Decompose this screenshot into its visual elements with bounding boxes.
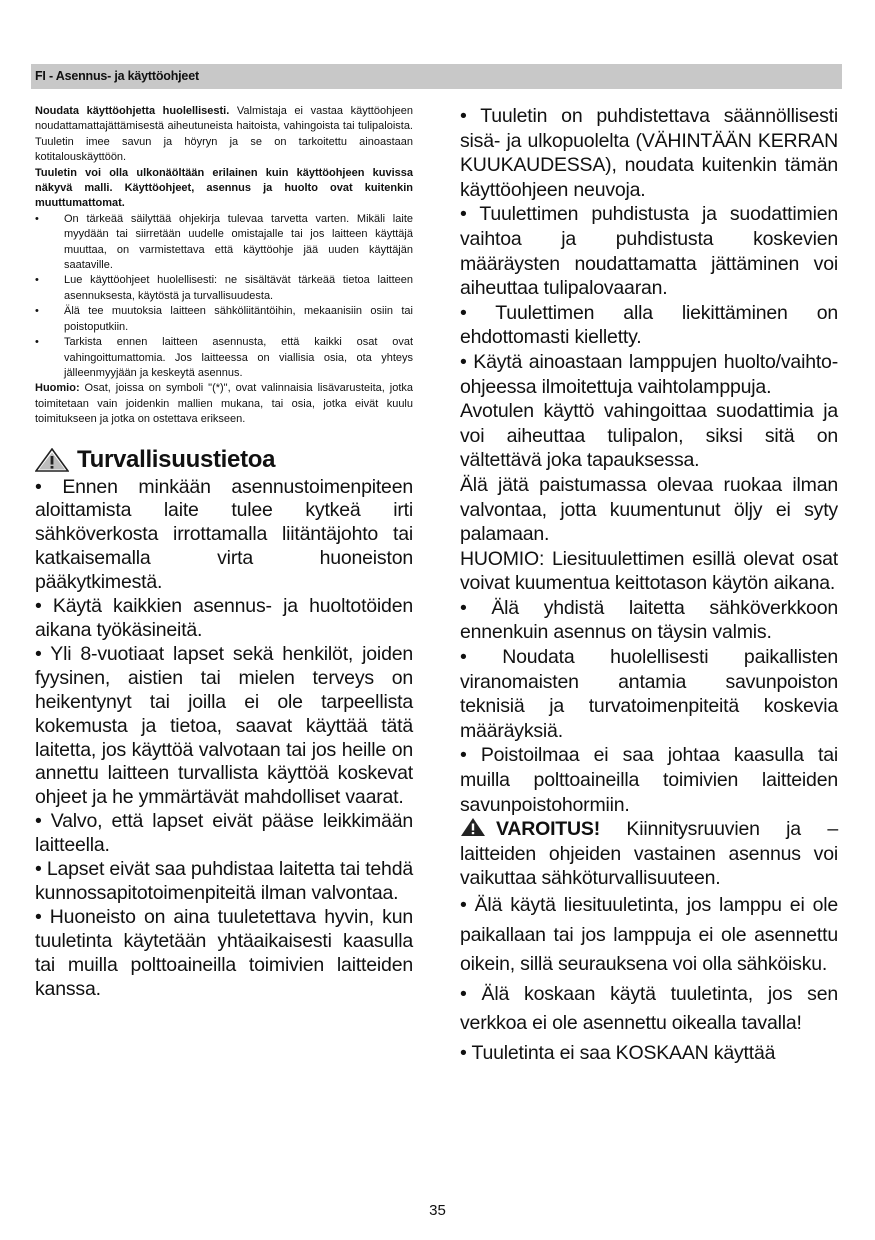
intro-paragraph xyxy=(35,104,413,166)
section-header-title: FI - Asennus- ja käyttöohjeet xyxy=(35,69,199,83)
safety-paragraph: • Huoneisto on aina tuuletettava hyvin, kun tuuletinta käytetään yhtäaikaisesti kaasulla tai muilla polttoaineilla toimivien laitteiden kanssa. xyxy=(35,905,413,1000)
intro-text: Valmistaja ei vastaa käyttöohjeen noudattamattajättämisestä aiheutuneista haitoista, vahingoista tai tulipaloista. Tuuletin imee savun ja höyryn ja se on tarkoitettu ainoastaan kotitalouskäyttöön. xyxy=(35,105,413,164)
intro-bold-lead: Noudata käyttöohjetta huolellisesti. xyxy=(35,105,230,117)
right-paragraph: • Älä koskaan käytä tuuletinta, jos sen verkkoa ei ole asennettu oikealla tavalla! xyxy=(460,982,838,1034)
safety-paragraph: • Lapset eivät saa puhdistaa laitetta tai tehdä kunnossapitotoimenpiteitä ilman valvontaa. xyxy=(35,858,413,904)
safety-paragraph: • Valvo, että lapset eivät pääse leikkimään laitteella. xyxy=(35,810,413,857)
warning-icon xyxy=(460,817,486,837)
note-paragraph xyxy=(35,381,413,427)
right-paragraph: • Tuuletinta ei saa KOSKAAN käyttää xyxy=(460,1041,776,1064)
intro-bullet-list xyxy=(35,212,413,381)
note-text: Osat, joissa on symboli "(*)", ovat valinnaisia lisävarusteita, jotka toimitetaan vain joidenkin mallien mukana, tai osia, jotka eivät kuulu toimitukseen ja jotka on ostettava erikseen. xyxy=(35,382,413,426)
left-column xyxy=(35,104,413,1001)
right-paragraph: • Käytä ainoastaan lamppujen huolto/vaihto-ohjeessa ilmoitettuja vaihtolamppuja. xyxy=(460,350,838,398)
warning-paragraph xyxy=(460,817,838,891)
right-paragraph: • Tuuletin on puhdistettava säännöllisesti sisä- ja ulkopuolelta (VÄHINTÄÄN KERRAN KUUKAUDESSA), noudata kuitenkin tämän käyttöohjeen neuvoja. xyxy=(460,105,838,201)
safety-heading xyxy=(35,446,413,474)
intro-bold-note: Tuuletin voi olla ulkonäöltään erilainen kuin käyttöohjeen kuvissa näkyvä malli. Käyttöohjeet, asennus ja huolto ovat kuitenkin muuttumattomat. xyxy=(35,166,413,210)
right-paragraph: Älä jätä paistumassa olevaa ruokaa ilman valvontaa, jotta kuumentunut öljy ei syty palamaan. xyxy=(460,473,838,546)
right-loose-block xyxy=(460,891,838,1068)
section-header-bar xyxy=(31,64,842,89)
list-item: • On tärkeää säilyttää ohjekirja tulevaa tarvetta varten. Mikäli laite myydään tai siirretään uudelle omistajalle tai jos laitteen käyttäjä muuttaa, on varmistettava että käyttöohje jää uuden käyttäjän saataville. xyxy=(35,212,413,274)
right-paragraph: HUOMIO: Liesituulettimen esillä olevat osat voivat kuumentua keittotason käytön aikana. xyxy=(460,547,838,595)
right-paragraph: Avotulen käyttö vahingoittaa suodattimia ja voi aiheuttaa tulipalon, siksi sitä on vältettävä joka tapauksessa. xyxy=(460,400,838,472)
safety-paragraph: • Käytä kaikkien asennus- ja huoltotöiden aikana työkäsineitä. xyxy=(35,595,413,641)
right-paragraph: • Poistoilmaa ei saa johtaa kaasulla tai muilla polttoaineilla toimivien laitteiden savunpoistohormiin. xyxy=(460,744,838,816)
right-paragraph: • Noudata huolellisesti paikallisten viranomaisten antamia savunpoiston teknisiä ja turvatoimenpiteitä koskevia määräyksiä. xyxy=(460,646,838,742)
page-number: 35 xyxy=(429,1202,446,1219)
intro-block xyxy=(35,104,413,428)
warning-label: VAROITUS! xyxy=(496,818,601,841)
warning-triangle-icon xyxy=(35,448,69,472)
right-paragraph: • Tuulettimen puhdistusta ja suodattimien vaihtoa ja puhdistusta koskevien määräysten noudattamatta jättäminen voi aiheuttaa tulipalovaaran. xyxy=(460,203,838,300)
right-paragraph: • Älä yhdistä laitetta sähköverkkoon ennenkuin asennus on täysin valmis. xyxy=(460,596,838,644)
right-paragraph: • Älä käytä liesituuletinta, jos lamppu ei ole paikallaan tai jos lamppuja ei ole asennettu oikein, sillä seurauksena voi olla sähköisku. xyxy=(460,894,838,975)
warning-text: Kiinnitysruuvien ja – laitteiden ohjeiden vastainen asennus voi vaikuttaa sähköturvallisuuteen. xyxy=(460,818,838,890)
safety-paragraph: • Yli 8-vuotiaat lapset sekä henkilöt, joiden fyysinen, aistien tai mielen terveys on heikentynyt tai joilla ei ole tarpeellista kokemusta ja tietoa, saavat käyttää tätä laitetta, jos käyttöä valvotaan tai jos heille on annettu laitteen turvallista käyttöä koskevat ohjeet ja he ymmärtävät mahdolliset vaarat. xyxy=(35,642,413,809)
note-label: Huomio: xyxy=(35,382,80,395)
list-item: • Tarkista ennen laitteen asennusta, että kaikki osat ovat vahingoittumattomia. Jos laitteessa on viallisia osia, ota yhteys jälleenmyyjään ja keskeytä asennus. xyxy=(35,335,413,381)
safety-block xyxy=(35,476,413,1002)
list-item: • Älä tee muutoksia laitteen sähköliitäntöihin, mekaanisiin osiin tai poistoputkiin. xyxy=(35,304,413,335)
safety-paragraph: • Ennen minkään asennustoimenpiteen aloittamista laite tulee kytkeä irti sähköverkosta irrottamalla liitäntäjohto tai katkaisemalla virta huoneiston pääkytkimestä. xyxy=(35,475,413,594)
right-block xyxy=(460,104,838,891)
safety-title: Turvallisuustietoa xyxy=(77,445,276,473)
list-item: • Lue käyttöohjeet huolellisesti: ne sisältävät tärkeää tietoa laitteen asennuksesta, käytöstä ja turvallisuudesta. xyxy=(35,273,413,304)
right-paragraph: • Tuulettimen alla liekittäminen on ehdottomasti kielletty. xyxy=(460,301,838,349)
right-column xyxy=(460,104,838,1068)
